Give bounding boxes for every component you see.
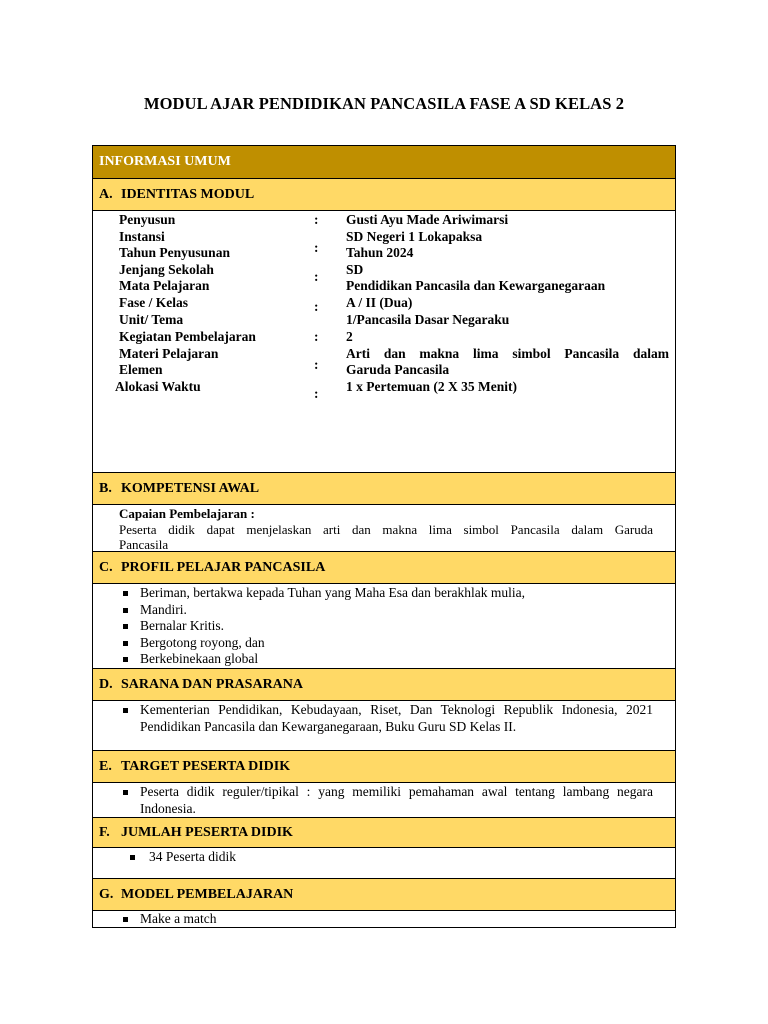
kompetensi-awal-body	[93, 505, 675, 552]
list-item: Mandiri.	[93, 602, 675, 619]
section-g-header	[93, 879, 675, 911]
label-unit: Unit/ Tema	[119, 312, 184, 327]
list-item: Beriman, bertakwa kepada Tuhan yang Maha Esa dan berakhlak mulia,	[93, 585, 675, 602]
colon: :	[314, 269, 319, 284]
colon: :	[314, 386, 319, 401]
value-instansi: SD Negeri 1 Lokapaksa	[346, 229, 483, 244]
label-materi: Materi Pelajaran	[119, 346, 219, 361]
value-tahun: Tahun 2024	[346, 245, 414, 260]
page-title: MODUL AJAR PENDIDIKAN PANCASILA FASE A SD KELAS 2	[143, 94, 625, 113]
section-f-header	[93, 818, 675, 848]
capaian-label: Capaian Pembelajaran :	[119, 506, 255, 521]
section-a-header	[93, 179, 675, 211]
value-materi-line2: Garuda Pancasila	[346, 362, 450, 377]
label-kegiatan: Kegiatan Pembelajaran	[119, 329, 256, 344]
value-unit: 1/Pancasila Dasar Negaraku	[346, 312, 510, 327]
model-list	[93, 911, 675, 926]
value-jenjang: SD	[346, 262, 364, 277]
section-title: JUMLAH PESERTA DIDIK	[121, 824, 293, 840]
section-number: C.	[99, 559, 113, 575]
informasi-umum-header: INFORMASI UMUM	[93, 146, 675, 179]
list-item: Kementerian Pendidikan, Kebudayaan, Riset, Dan Teknologi Republik Indonesia, 2021 Pendidikan Pancasila dan Kewarganegaraan, Buku Guru SD Kelas II.	[93, 702, 675, 735]
identitas-modul-body	[93, 211, 675, 473]
label-mapel: Mata Pelajaran	[119, 278, 210, 293]
list-item: Make a match	[93, 911, 675, 926]
label-elemen: Elemen	[119, 362, 163, 377]
section-number: F.	[99, 824, 110, 840]
profil-pelajar-body	[93, 584, 675, 669]
colon: :	[314, 357, 319, 372]
label-jenjang: Jenjang Sekolah	[119, 262, 214, 277]
module-table	[92, 145, 676, 928]
value-alokasi: 1 x Pertemuan (2 X 35 Menit)	[346, 379, 517, 394]
list-item: Berkebinekaan global	[93, 651, 675, 668]
value-mapel: Pendidikan Pancasila dan Kewarganegaraan	[346, 278, 606, 293]
model-body	[93, 911, 675, 927]
section-d-header	[93, 669, 675, 701]
label-penyusun: Penyusun	[119, 212, 176, 227]
section-number: G.	[99, 886, 114, 902]
colon: :	[314, 212, 319, 227]
jumlah-list	[93, 849, 675, 866]
jumlah-body	[93, 848, 675, 879]
section-title: MODEL PEMBELAJARAN	[121, 886, 294, 902]
target-body	[93, 783, 675, 818]
sarana-body	[93, 701, 675, 751]
sarana-list	[93, 702, 675, 735]
section-title: TARGET PESERTA DIDIK	[121, 758, 291, 774]
section-b-header	[93, 473, 675, 505]
label-instansi: Instansi	[119, 229, 165, 244]
list-item: 34 Peserta didik	[93, 849, 675, 866]
value-kegiatan: 2	[346, 329, 353, 344]
label-tahun: Tahun Penyusunan	[119, 245, 230, 260]
colon: :	[314, 240, 319, 255]
label-fase: Fase / Kelas	[119, 295, 188, 310]
section-title: PROFIL PELAJAR PANCASILA	[121, 559, 326, 575]
capaian-text-line2: Pancasila	[119, 537, 169, 553]
section-e-header	[93, 751, 675, 783]
profil-list	[93, 585, 675, 668]
target-list	[93, 784, 675, 817]
list-item: Bernalar Kritis.	[93, 618, 675, 635]
value-fase: A / II (Dua)	[346, 295, 413, 310]
colon: :	[314, 329, 319, 344]
section-number: A.	[99, 186, 113, 202]
section-title: SARANA DAN PRASARANA	[121, 676, 304, 692]
section-title: KOMPETENSI AWAL	[121, 480, 260, 496]
section-number: D.	[99, 676, 113, 692]
list-item: Bergotong royong, dan	[93, 635, 675, 652]
value-penyusun: Gusti Ayu Made Ariwimarsi	[346, 212, 509, 227]
value-materi-line1: Arti dan makna lima simbol Pancasila dalam	[346, 346, 669, 361]
section-number: B.	[99, 480, 112, 496]
label-alokasi: Alokasi Waktu	[115, 379, 201, 394]
colon: :	[314, 299, 319, 314]
list-item: Peserta didik reguler/tipikal : yang memiliki pemahaman awal tentang lambang negara Indonesia.	[93, 784, 675, 817]
section-number: E.	[99, 758, 112, 774]
capaian-text-line1: Peserta didik dapat menjelaskan arti dan makna lima simbol Pancasila dalam Garuda	[119, 521, 653, 537]
section-c-header	[93, 552, 675, 584]
section-title: IDENTITAS MODUL	[121, 186, 255, 202]
